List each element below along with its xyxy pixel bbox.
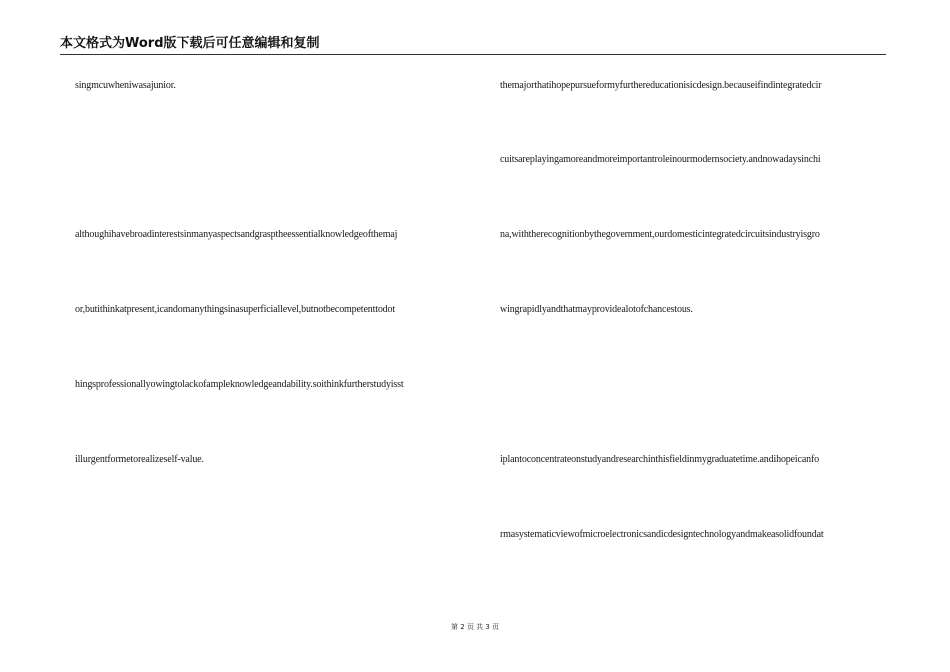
text-line: na,withtherecognitionbythegovernment,ourdomesticintegratedcircuitsindustryisgro (500, 229, 820, 240)
text-line: singmcuwheniwasajunior. (75, 80, 176, 91)
text-line: or,butithinkatpresent,icandomanythingsinasuperficiallevel,butnotbecompetenttodot (75, 304, 396, 315)
page-header (60, 36, 886, 55)
page-number: 第 2 页 共 3 页 (450, 623, 500, 631)
text-line: themajorthatihopepursueformyfurthereducationisicdesign.becauseifindintegratedcir (500, 80, 822, 91)
text-line: iplantoconcentrateonstudyandresearchinthisfieldinmygraduatetime.andihopeicanfo (500, 454, 820, 465)
text-line: cuitsareplayingamoreandmoreimportantroleinourmodernsociety.andnowadaysinchi (500, 154, 821, 165)
header-title: 本文格式为Word版下载后可任意编辑和复制 (60, 36, 320, 51)
text-line: althoughihavebroadinterestsinmanyaspectsandgrasptheessentialknowledgeofthemaj (75, 229, 398, 240)
text-line: wingrapidlyandthatmayprovidealotofchancestous. (500, 304, 693, 315)
text-line: illurgentformetorealizeself-value. (75, 454, 204, 465)
text-line: hingsprofessionallyowingtolackofampleknowledgeandability.soithinkfurtherstudyisst (75, 379, 404, 390)
text-line: rmasystematicviewofmicroelectronicsandicdesigntechnologyandmakeasolidfoundat (500, 529, 824, 540)
